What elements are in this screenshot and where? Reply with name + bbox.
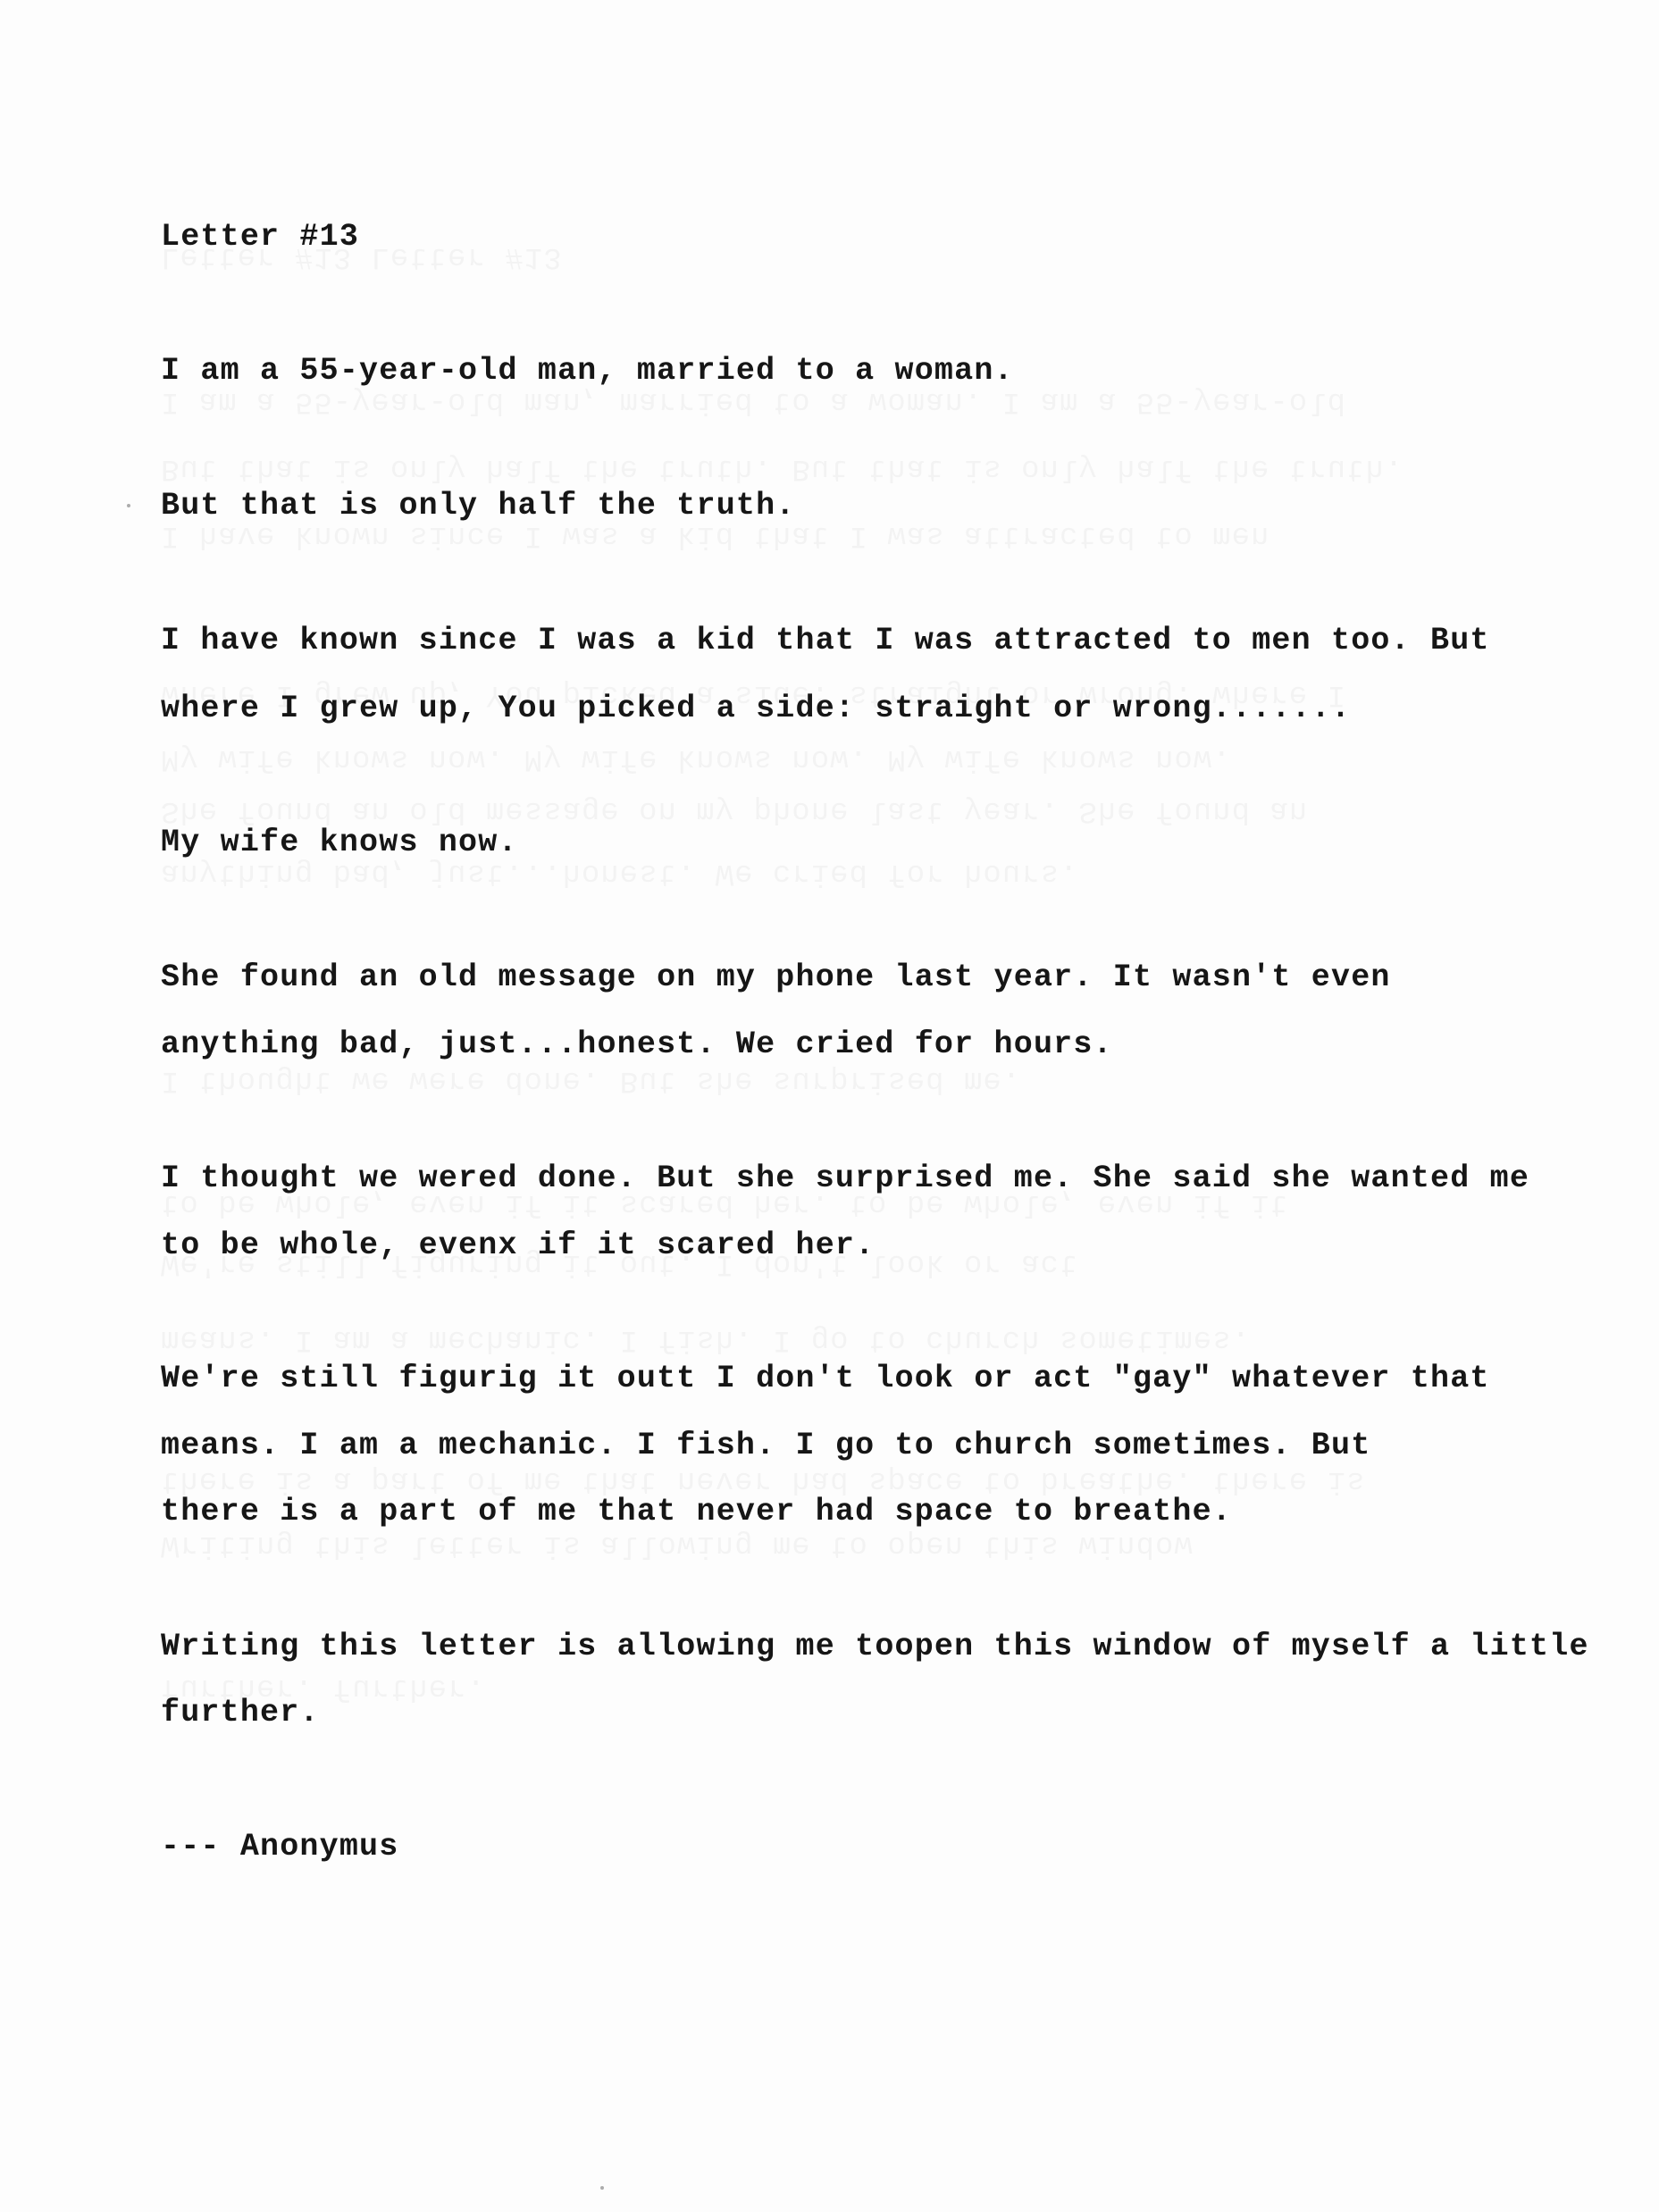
bleed-through-text — [161, 451, 1403, 485]
letter-line: I am a 55-year-old man, married to a woman. — [161, 353, 1014, 389]
letter-line: Writing this letter is allowing me toopen this window of myself a little — [161, 1629, 1589, 1664]
letter-line: I have known since I was a kid that I was attracted to men too. But — [161, 623, 1490, 658]
letter-title: Letter #13 — [161, 219, 360, 255]
bleed-through-text — [161, 384, 1346, 418]
bleed-through-text — [161, 1528, 1194, 1562]
bleed-through-text — [161, 742, 1232, 775]
letter-line: there is a part of me that never had space to breathe. — [161, 1494, 1232, 1529]
letter-line: anything bad, just...honest. We cried for hours. — [161, 1026, 1113, 1062]
bleed-through-text — [161, 1322, 1251, 1356]
paper-speck — [600, 2186, 604, 2190]
letter-line: where I grew up, You picked a side: straight or wrong....... — [161, 691, 1352, 726]
letter-line: I thought we wered done. But she surprised me. She said she wanted me — [161, 1160, 1530, 1196]
letter-line: But that is only half the truth. — [161, 488, 796, 524]
bleed-through-text — [161, 1063, 1021, 1097]
letter-line: She found an old message on my phone last year. It wasn't even — [161, 959, 1391, 995]
letter-line: to be whole, evenx if it scared her. — [161, 1227, 876, 1263]
letter-line: We're still figurig it outt I don't look or act "gay" whatever that — [161, 1361, 1490, 1396]
letter-line: further. — [161, 1695, 320, 1730]
bleed-through-text — [161, 793, 1308, 827]
letter-line: My wife knows now. — [161, 825, 518, 860]
bleed-through-text — [161, 1463, 1365, 1497]
signature: --- Anonymus — [161, 1829, 399, 1864]
letter-line: means. I am a mechanic. I fish. I go to church sometimes. But — [161, 1428, 1371, 1463]
bleed-through-text — [161, 856, 1078, 890]
paper-speck — [127, 504, 130, 507]
